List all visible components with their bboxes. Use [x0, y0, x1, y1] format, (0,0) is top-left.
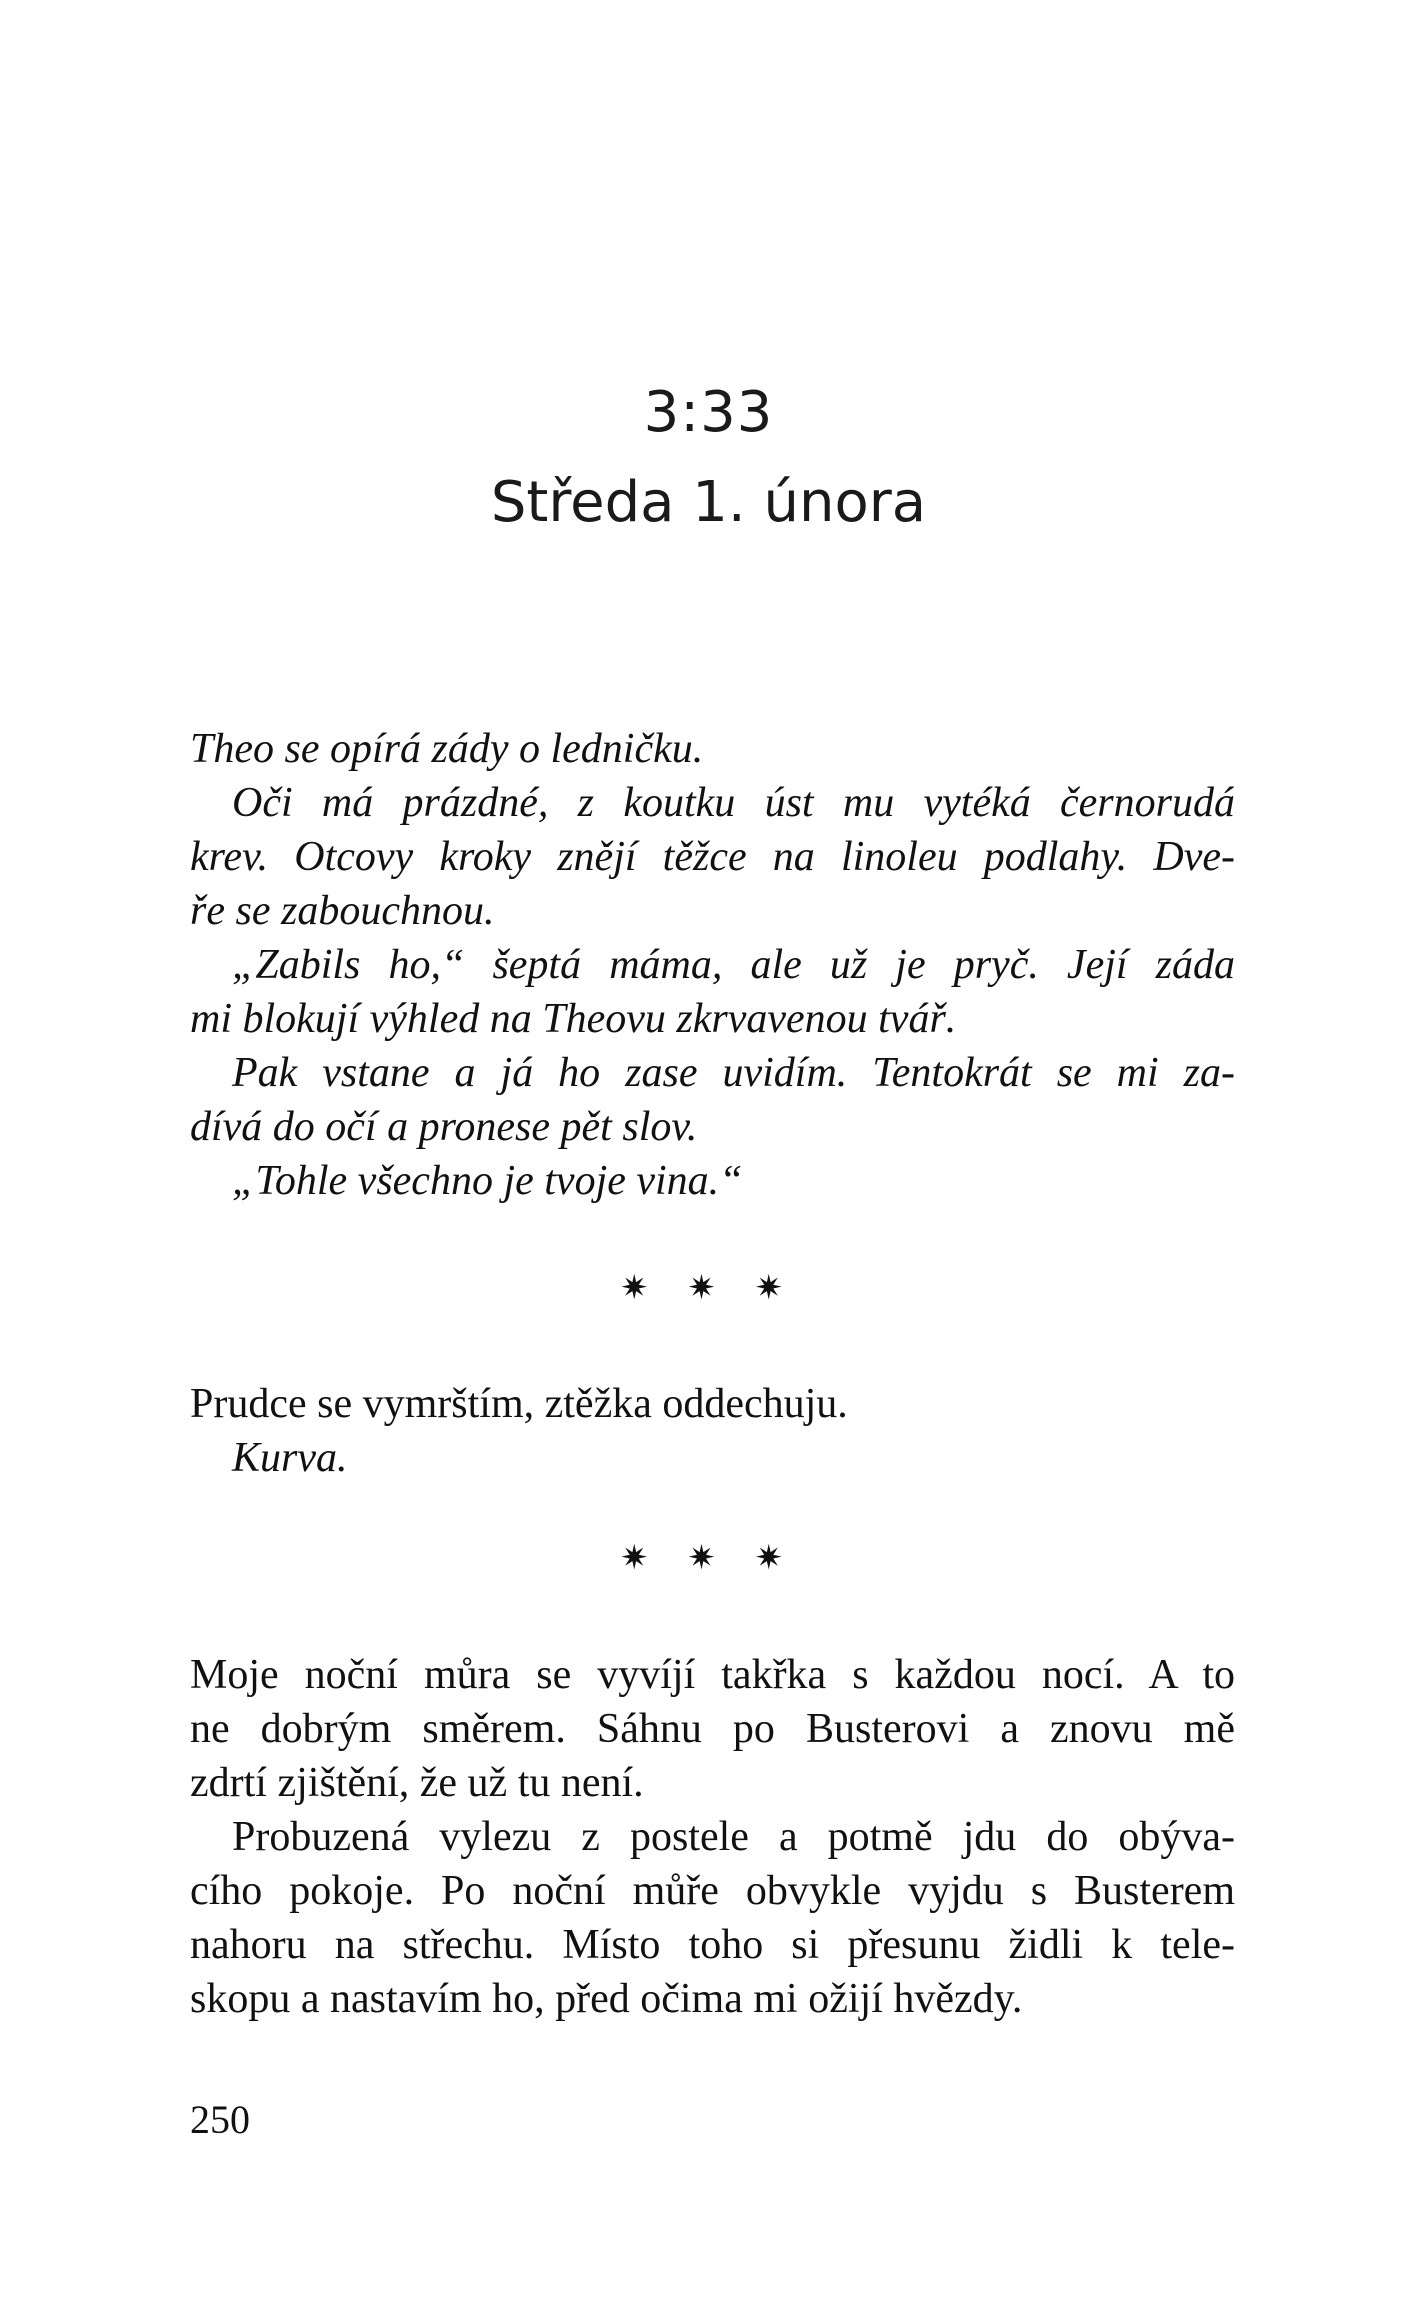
text-line: skopu a nastavím ho, před očima mi ožijí hvězdy. — [190, 1976, 1023, 2022]
text-line: krev. Otcovy kroky znějí těžce na linoleu podlahy. Dve- — [190, 834, 1235, 880]
text-line: ne dobrým směrem. Sáhnu po Busterovi a znovu mě — [190, 1706, 1235, 1752]
text-line: Theo se opírá zády o ledničku. — [190, 726, 704, 772]
text-line: Probuzená vylezu z postele a potmě jdu do obýva- — [232, 1814, 1235, 1860]
text-line: cího pokoje. Po noční můře obvykle vyjdu s Busterem — [190, 1868, 1235, 1914]
text-line: Moje noční můra se vyvíjí takřka s každou nocí. A to — [190, 1652, 1235, 1698]
text-line: „Tohle všechno je tvoje vina.“ — [232, 1158, 743, 1204]
text-line: Pak vstane a já ho zase uvidím. Tentokrát se mi za- — [232, 1050, 1235, 1096]
text-line: nahoru na střechu. Místo toho si přesunu židli k tele- — [190, 1922, 1235, 1968]
section-separator: ✷ ✷ ✷ — [619, 1268, 798, 1308]
page-number: 250 — [190, 2097, 250, 2142]
text-line: Oči má prázdné, z koutku úst mu vytéká černorudá — [232, 780, 1235, 826]
italic-dream-passage — [190, 722, 1235, 1208]
chapter-time: 3:33 — [643, 380, 774, 445]
chapter-date: Středa 1. února — [490, 470, 927, 535]
text-line: dívá do očí a pronese pět slov. — [190, 1104, 698, 1150]
text-line: „Zabils ho,“ šeptá máma, ale už je pryč. Její záda — [232, 942, 1235, 988]
section-separator: ✷ ✷ ✷ — [619, 1538, 798, 1578]
text-line: mi blokují výhled na Theovu zkrvavenou tvář. — [190, 996, 957, 1042]
main-passage — [190, 1648, 1235, 2026]
text-line: zdrtí zjištění, že už tu není. — [190, 1760, 644, 1806]
text-line: Kurva. — [232, 1435, 348, 1481]
waking-passage — [190, 1377, 1235, 1485]
text-line: ře se zabouchnou. — [190, 888, 495, 934]
text-line: Prudce se vymrštím, ztěžka oddechuju. — [190, 1381, 848, 1427]
